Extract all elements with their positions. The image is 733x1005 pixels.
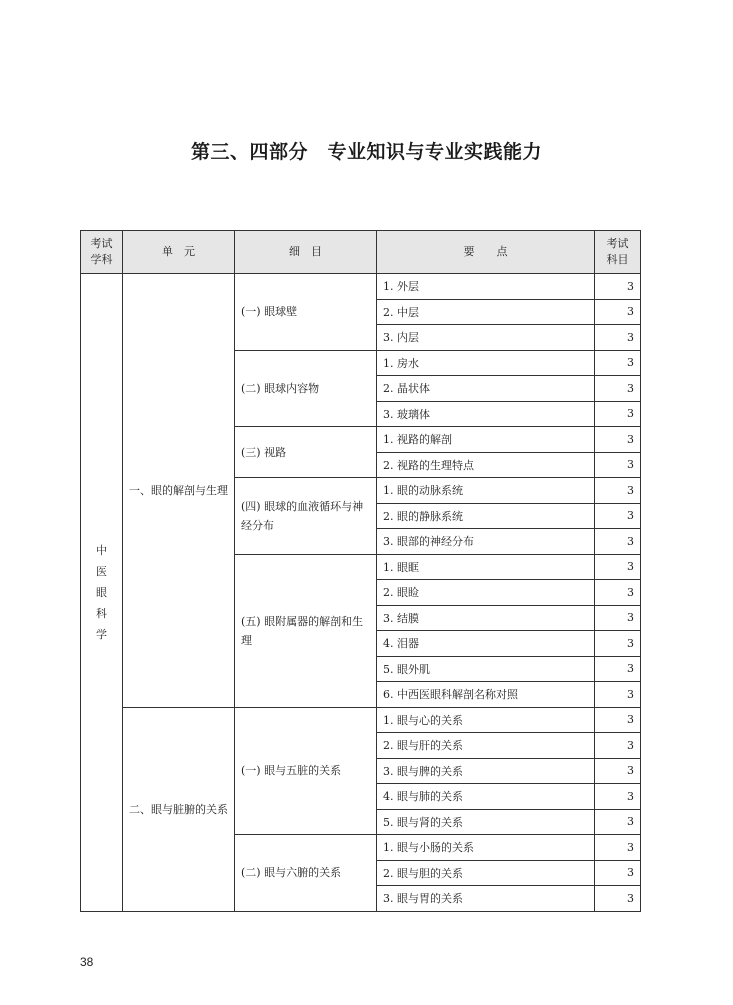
point-cell: 1. 外层: [377, 274, 595, 300]
item-cell: (一) 眼与五脏的关系: [235, 707, 377, 835]
level-cell: 3: [595, 784, 641, 810]
page-number: 38: [80, 955, 94, 969]
item-cell: (二) 眼与六腑的关系: [235, 835, 377, 912]
level-cell: 3: [595, 758, 641, 784]
point-cell: 1. 视路的解剖: [377, 427, 595, 453]
level-cell: 3: [595, 605, 641, 631]
item-cell: (一) 眼球壁: [235, 274, 377, 351]
point-cell: 3. 眼与胃的关系: [377, 886, 595, 912]
page-title: 第三、四部分 专业知识与专业实践能力: [190, 141, 542, 163]
point-cell: 6. 中西医眼科解剖名称对照: [377, 682, 595, 708]
point-cell: 1. 眼的动脉系统: [377, 478, 595, 504]
level-cell: 3: [595, 325, 641, 351]
level-cell: 3: [595, 478, 641, 504]
point-cell: 5. 眼与肾的关系: [377, 809, 595, 835]
point-cell: 3. 结膜: [377, 605, 595, 631]
item-cell: (四) 眼球的血液循环与神经分布: [235, 478, 377, 555]
point-cell: 2. 眼睑: [377, 580, 595, 606]
level-cell: 3: [595, 860, 641, 886]
level-cell: 3: [595, 529, 641, 555]
point-cell: 2. 晶状体: [377, 376, 595, 402]
level-cell: 3: [595, 886, 641, 912]
level-cell: 3: [595, 707, 641, 733]
point-cell: 2. 中层: [377, 299, 595, 325]
item-cell: (五) 眼附属器的解剖和生理: [235, 554, 377, 707]
level-cell: 3: [595, 452, 641, 478]
item-cell: (三) 视路: [235, 427, 377, 478]
level-cell: 3: [595, 401, 641, 427]
item-cell: (二) 眼球内容物: [235, 350, 377, 427]
level-cell: 3: [595, 554, 641, 580]
unit-cell: 一、眼的解剖与生理: [123, 274, 235, 708]
point-cell: 3. 眼部的神经分布: [377, 529, 595, 555]
level-cell: 3: [595, 299, 641, 325]
point-cell: 1. 房水: [377, 350, 595, 376]
level-cell: 3: [595, 835, 641, 861]
unit-cell: 二、眼与脏腑的关系: [123, 707, 235, 911]
point-cell: 3. 内层: [377, 325, 595, 351]
header-subject: 考试 学科: [81, 231, 123, 274]
level-cell: 3: [595, 274, 641, 300]
level-cell: 3: [595, 376, 641, 402]
table-header-row: [81, 231, 641, 274]
level-cell: 3: [595, 580, 641, 606]
level-cell: 3: [595, 350, 641, 376]
point-cell: 4. 眼与肺的关系: [377, 784, 595, 810]
header-point: 要 点: [377, 231, 595, 274]
level-cell: 3: [595, 682, 641, 708]
point-cell: 1. 眼与心的关系: [377, 707, 595, 733]
point-cell: 3. 玻璃体: [377, 401, 595, 427]
point-cell: 2. 眼的静脉系统: [377, 503, 595, 529]
subject-cell: 中 医 眼 科 学: [81, 274, 123, 912]
table-row: [81, 274, 641, 300]
table-row: [81, 707, 641, 733]
point-cell: 2. 视路的生理特点: [377, 452, 595, 478]
point-cell: 4. 泪器: [377, 631, 595, 657]
point-cell: 1. 眼与小肠的关系: [377, 835, 595, 861]
point-cell: 5. 眼外肌: [377, 656, 595, 682]
level-cell: 3: [595, 503, 641, 529]
point-cell: 1. 眼眶: [377, 554, 595, 580]
point-cell: 2. 眼与肝的关系: [377, 733, 595, 759]
level-cell: 3: [595, 631, 641, 657]
syllabus-table: [80, 230, 641, 912]
level-cell: 3: [595, 809, 641, 835]
header-unit: 单 元: [123, 231, 235, 274]
level-cell: 3: [595, 656, 641, 682]
point-cell: 2. 眼与胆的关系: [377, 860, 595, 886]
level-cell: 3: [595, 733, 641, 759]
table-body: [81, 274, 641, 912]
header-level: 考试 科目: [595, 231, 641, 274]
point-cell: 3. 眼与脾的关系: [377, 758, 595, 784]
level-cell: 3: [595, 427, 641, 453]
header-item: 细 目: [235, 231, 377, 274]
